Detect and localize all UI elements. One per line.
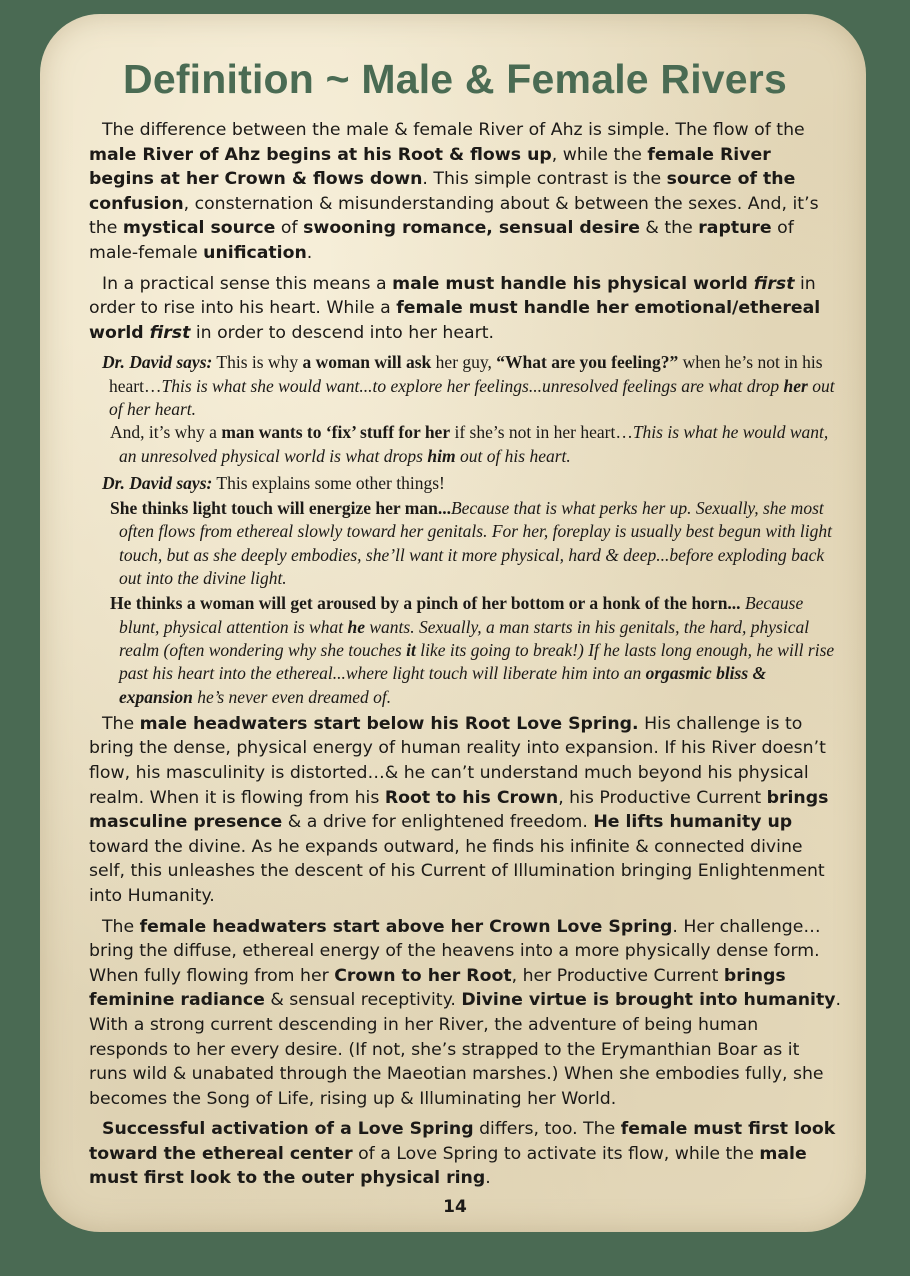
bold-span: female headwaters start above her Crown Love Spring [139, 916, 673, 937]
text-span: This explains some other things! [212, 472, 445, 493]
text-span: , her Productive Current [511, 965, 724, 986]
text-span: differs, too. The [473, 1119, 621, 1140]
paragraph-male-headwaters [89, 712, 841, 909]
italic-span: out of her heart. [109, 375, 835, 419]
note-line [89, 421, 841, 468]
bold-span: mystical source [122, 218, 276, 239]
page-number: 14 [443, 1197, 467, 1217]
text-span: . With a strong current descending in her River, the adventure of being human responds to her every desire. (If not, she’s strapped to the Erymanthian Boar as it runs wild & unabated through the Maeotian marshes.) When she embodies fully, she becomes the Song of Life, rising up & Illuminating her World. [89, 990, 841, 1109]
bold-span: swooning romance, sensual desire [303, 218, 640, 239]
text-span: . [306, 242, 313, 263]
bold-span: Successful activation of a Love Spring [102, 1119, 474, 1140]
text-span: , his Productive Current [558, 787, 767, 808]
bold-italic-span: first [753, 273, 795, 294]
text-span: This is why [212, 352, 303, 373]
text-span: In a practical sense this means a [102, 273, 393, 294]
page-title: Definition ~ Male & Female Rivers [123, 56, 787, 102]
note-item-he-thinks [89, 592, 841, 708]
paragraph-love-spring-activation [89, 1117, 841, 1191]
text-span: . Her challenge… bring the diffuse, ethereal energy of the heavens into a more physically dense form. When fully flowing from her [89, 916, 821, 986]
paragraph-female-headwaters [89, 915, 841, 1112]
text-span: of a Love Spring to activate its flow, while the [352, 1143, 760, 1164]
page-body [89, 118, 841, 1197]
bold-italic-span: first [149, 322, 191, 343]
note-speaker: Dr. David says: [102, 352, 213, 373]
italic-span: Because blunt, physical attention is what [119, 593, 804, 637]
bold-span: male River of Ahz begins at his Root & flows up [89, 144, 552, 165]
bold-span: Divine virtue is brought into humanity [461, 990, 836, 1011]
note-item-she-thinks [89, 497, 841, 590]
bold-span: female must first look toward the ethereal center [89, 1119, 836, 1164]
bold-span: brings masculine presence [89, 787, 829, 833]
dr-david-note-other-things [89, 472, 841, 709]
text-span: . [485, 1168, 491, 1189]
bold-span: man wants to ‘fix’ stuff for her [221, 422, 451, 443]
bold-span: rapture [698, 218, 772, 239]
italic-span: out of his heart. [455, 445, 571, 466]
text-span: The [102, 713, 140, 734]
bold-italic-span: he [347, 616, 365, 637]
text-span: & the [639, 218, 699, 239]
text-span: in order to rise into his heart. While a [89, 273, 816, 319]
text-span: His challenge is to bring the dense, physical energy of human reality into expansion. If his River doesn’t flow, his masculinity is distorted…& he can’t understand much beyond his physical realm. When it is flowing from his [89, 713, 826, 808]
text-span: , while the [551, 144, 648, 165]
text-span: , consternation & misunderstanding about & between the sexes. And, it’s the [89, 193, 819, 239]
bold-italic-span: her [783, 375, 808, 396]
italic-span: This is what she would want...to explore her feelings...unresolved feelings are what drop [161, 375, 784, 396]
note-line [89, 472, 841, 495]
bold-span: unification [203, 242, 307, 263]
text-span: of male-female [89, 218, 794, 263]
bold-span: brings feminine radiance [89, 965, 786, 1011]
bold-span: He lifts humanity up [593, 812, 793, 833]
text-span: The difference between the male & female River of Ahz is simple. The flow of the [102, 120, 805, 140]
bold-span: male headwaters start below his Root Love Spring. [139, 713, 639, 734]
text-span: . This simple contrast is the [422, 169, 667, 190]
italic-span: Because that is what perks her up. Sexually, she most often flows from ethereal slowly toward her genitals. For her, foreplay is usually best begun with light touch, but as she deeply embodies, she’ll want it more physical, hard & deep...before exploding back out into the divine light. [119, 498, 832, 589]
bold-span: female must handle her emotional/ethereal world [89, 298, 821, 343]
text-span: in order to descend into her heart. [190, 322, 494, 343]
text-span: toward the divine. As he expands outward, he finds his infinite & connected divine self, this unleashes the descent of his Current of Illumination bringing Enlightenment into Humanity. [89, 836, 825, 906]
bold-italic-span: him [427, 445, 456, 466]
paragraph-rivers-difference [89, 118, 841, 266]
bold-span: a woman will ask [302, 352, 432, 373]
text-span: & sensual receptivity. [264, 990, 462, 1011]
dr-david-note-feelings [89, 351, 841, 467]
paragraph-practical-sense [89, 272, 841, 346]
text-span: & a drive for enlightened freedom. [282, 812, 594, 833]
bold-span: male must handle his physical world [392, 273, 754, 294]
text-span: if she’s not in her heart… [450, 422, 633, 443]
bold-span: female River begins at her Crown & flows down [89, 144, 771, 190]
bold-italic-span: it [406, 639, 416, 660]
bold-span: She thinks light touch will energize her man... [110, 498, 451, 519]
bold-span: He thinks a woman will get aroused by a pinch of her bottom or a honk of the horn... [110, 593, 741, 614]
bold-span: Root to his Crown [384, 787, 559, 808]
text-span: The [102, 916, 140, 937]
bold-span: “What are you feeling?” [496, 352, 679, 373]
text-span: And, it’s why a [110, 422, 222, 443]
italic-span: like its going to break!) If he lasts long enough, he will rise past his heart into the ethereal...where light touch will liberate him into an [119, 639, 835, 684]
bold-span: source of the confusion [89, 169, 796, 214]
note-line [89, 351, 841, 421]
bold-italic-span: orgasmic bliss & expansion [119, 663, 767, 707]
text-span: of [275, 218, 304, 239]
bold-span: male must first look to the outer physical ring [89, 1143, 807, 1189]
text-span: her guy, [431, 352, 497, 373]
italic-span: wants. Sexually, a man starts in his genitals, the hard, physical realm (often wondering why she touches [119, 616, 810, 660]
note-speaker: Dr. David says: [102, 472, 213, 493]
italic-span: he’s never even dreamed of. [192, 686, 392, 707]
text-span: when he’s not in his heart… [109, 352, 823, 396]
bold-span: Crown to her Root [334, 965, 512, 986]
italic-span: This is what he would want, an unresolved physical world is what drops [119, 422, 829, 466]
